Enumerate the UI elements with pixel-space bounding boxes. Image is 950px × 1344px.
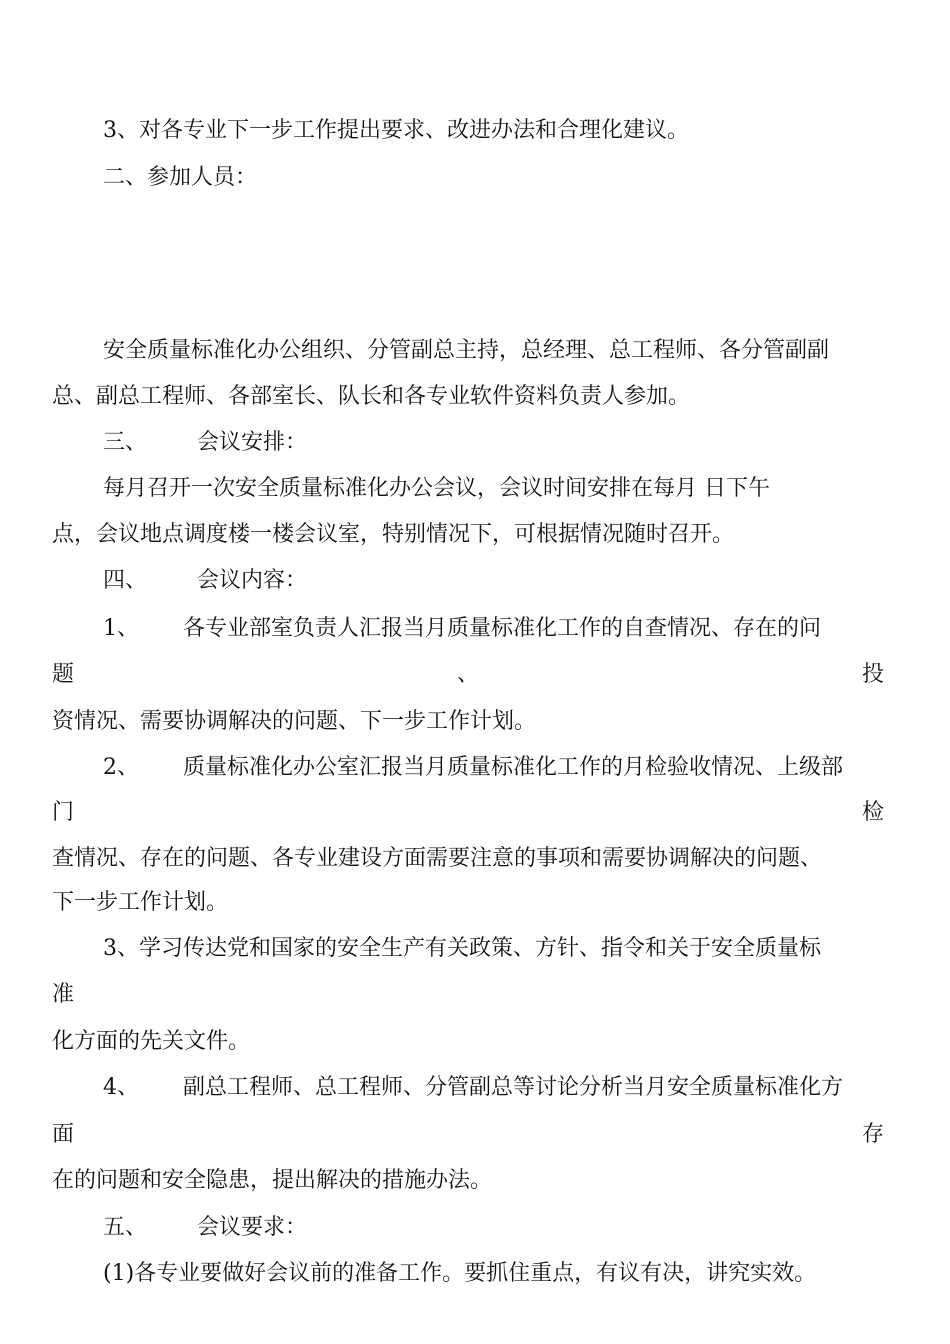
requirement-1: (1)各专业要做好会议前的准备工作。要抓住重点，有议有决，讲究实效。 xyxy=(103,1261,817,1286)
arrangement-line-2: 点，会议地点调度楼一楼会议室，特别情况下，可根据情况随时召开。 xyxy=(52,522,735,547)
content-item-2-line-4: 下一步工作计划。 xyxy=(52,890,229,915)
heading-number: 四、 xyxy=(103,568,148,593)
text-fragment: 投 xyxy=(861,662,884,687)
content-item-3-line-3: 化方面的先关文件。 xyxy=(52,1029,251,1054)
content-item-2-line-3: 查情况、存在的问题、各专业建设方面需要注意的事项和需要协调解决的问题、 xyxy=(52,846,823,871)
heading-participants: 二、参加人员： xyxy=(103,165,258,190)
content-item-3-line-2: 准 xyxy=(52,982,75,1007)
text-fragment: 检 xyxy=(861,800,884,825)
text-fragment: 面 xyxy=(52,1122,75,1147)
content-item-3-line-1: 3、学习传达党和国家的安全生产有关政策、方针、指令和关于安全质量标 xyxy=(103,936,821,961)
content-item-1-line-1 xyxy=(103,614,821,644)
item-text: 副总工程师、总工程师、分管副总等讨论分析当月安全质量标准化方 xyxy=(183,1075,844,1100)
heading-number: 五、 xyxy=(103,1215,148,1240)
participants-line-2: 总、副总工程师、各部室长、队长和各专业软件资料负责人参加。 xyxy=(52,384,691,409)
item-number: 1、 xyxy=(103,616,139,641)
participants-line-1: 安全质量标准化办公组织、分管副总主持，总经理、总工程师、各分管副副 xyxy=(103,338,830,363)
content-item-1-line-3: 资情况、需要协调解决的问题、下一步工作计划。 xyxy=(52,709,537,734)
content-item-4-line-2 xyxy=(52,1120,884,1150)
heading-text: 会议要求： xyxy=(197,1215,308,1240)
heading-requirements xyxy=(103,1213,307,1243)
item-3-suggestions: 3、对各专业下一步工作提出要求、改进办法和合理化建议。 xyxy=(103,118,689,143)
heading-number: 三、 xyxy=(103,430,148,455)
content-item-4-line-3: 在的问题和安全隐患，提出解决的措施办法。 xyxy=(52,1168,493,1193)
content-item-4-line-1 xyxy=(103,1073,843,1103)
heading-arrangement xyxy=(103,428,307,458)
heading-text: 会议内容： xyxy=(197,568,308,593)
text-fragment: 、 xyxy=(456,662,479,687)
text-fragment: 存 xyxy=(861,1122,884,1147)
heading-text: 会议安排： xyxy=(197,430,308,455)
heading-content xyxy=(103,566,307,596)
item-number: 4、 xyxy=(103,1075,139,1100)
content-item-2-line-2 xyxy=(52,798,884,828)
arrangement-line-1: 每月召开一次安全质量标准化办公会议，会议时间安排在每月 日下午 xyxy=(103,476,770,501)
item-number: 2、 xyxy=(103,755,139,780)
item-text: 质量标准化办公室汇报当月质量标准化工作的月检验收情况、上级部 xyxy=(183,755,844,780)
content-item-2-line-1 xyxy=(103,753,843,783)
item-text: 各专业部室负责人汇报当月质量标准化工作的自查情况、存在的问 xyxy=(183,616,822,641)
text-fragment: 题 xyxy=(52,662,75,687)
text-fragment: 门 xyxy=(52,800,75,825)
content-item-1-line-2 xyxy=(52,660,884,690)
